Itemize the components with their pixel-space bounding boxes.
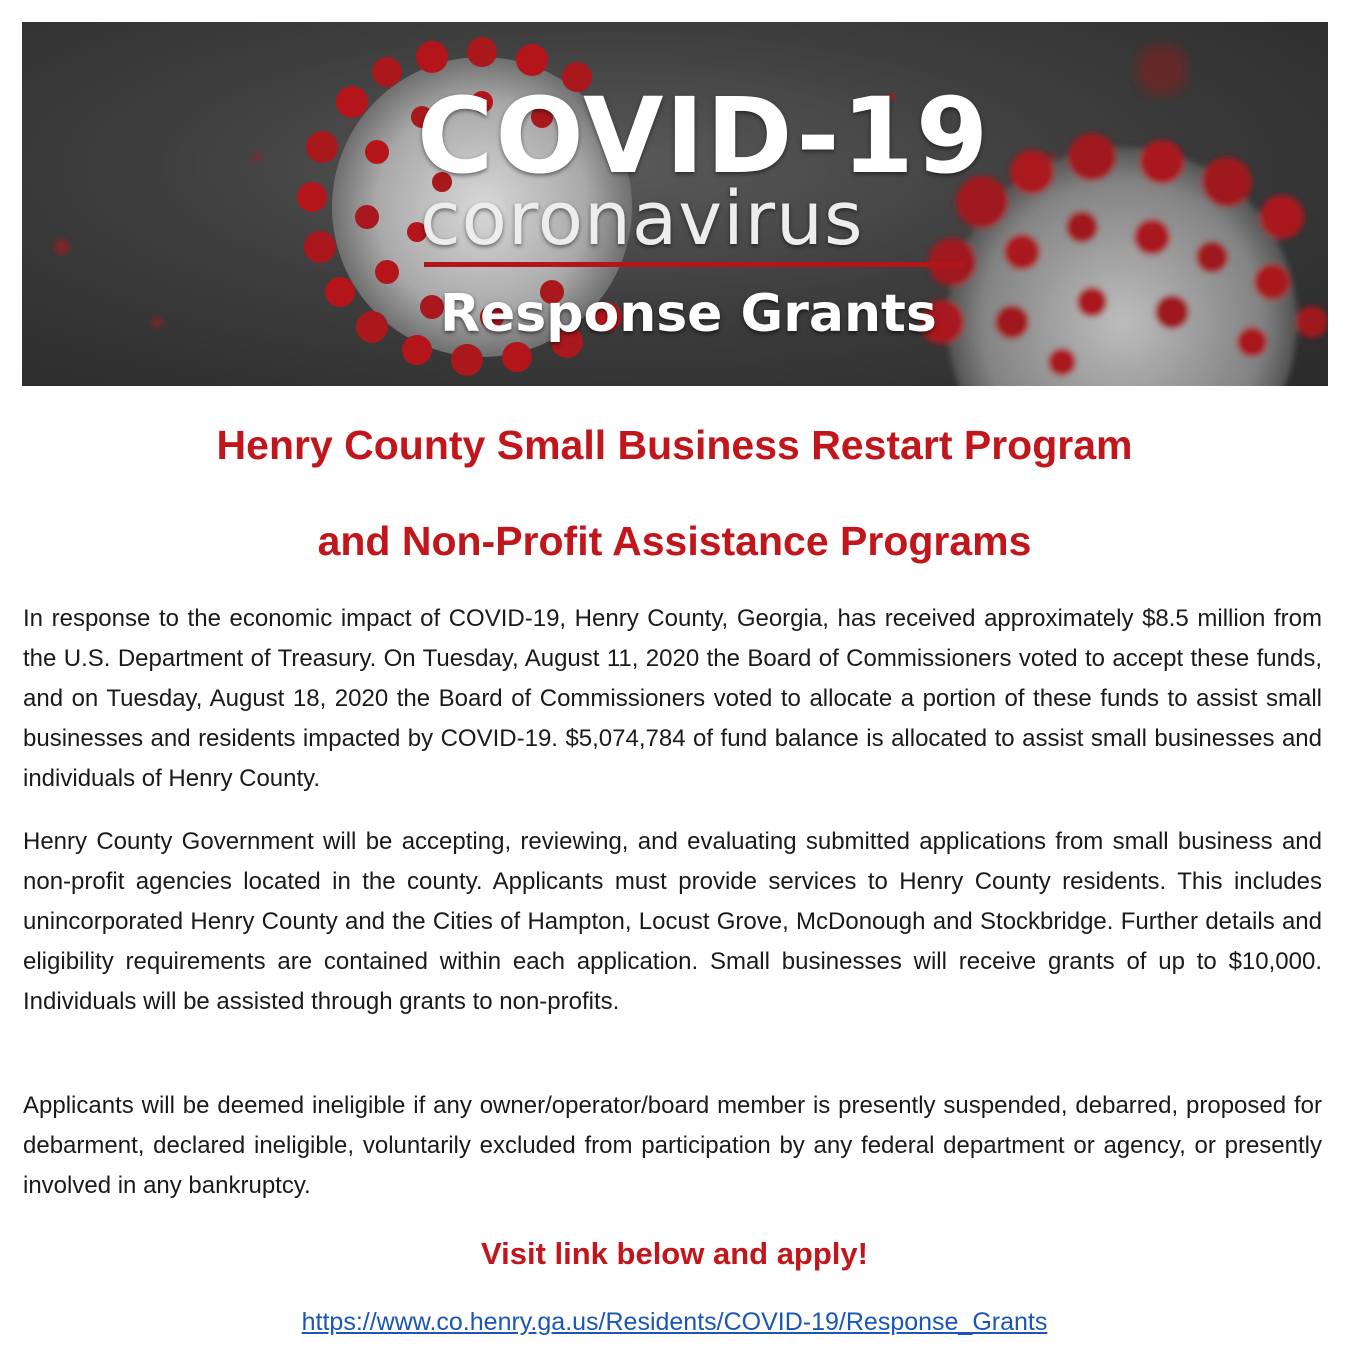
paragraph-funding: In response to the economic impact of COVID-19, Henry County, Georgia, has received approximately $8.5 million from the U.S. Department of Treasury. On Tuesday, August 11, 2020 the Board of Commissioners voted to accept these funds, and on Tuesday, August 18, 2020 the Board of Commissioners voted to allocate a portion of these funds to assist small businesses and residents impacted by COVID-19. $5,074,784 of fund balance is allocated to assist small businesses and individuals of Henry County. xyxy=(23,605,1322,792)
banner-grants-label: Response Grants xyxy=(440,284,937,344)
banner-subtitle: coronavirus xyxy=(420,176,864,262)
link-container xyxy=(0,1302,1349,1342)
apply-link[interactable]: https://www.co.henry.ga.us/Residents/COVID-19/Response_Grants xyxy=(301,1308,1048,1336)
covid-banner-image xyxy=(22,22,1328,386)
call-to-action: Visit link below and apply! xyxy=(480,1236,868,1271)
banner-divider xyxy=(424,262,964,267)
program-heading-line1: Henry County Small Business Restart Program xyxy=(216,422,1133,468)
banner-text-layer xyxy=(22,22,1328,386)
program-heading-line2: and Non-Profit Assistance Programs xyxy=(317,518,1032,564)
paragraph-eligibility: Applicants will be deemed ineligible if any owner/operator/board member is presently suspended, debarred, proposed for debarment, declared ineligible, voluntarily excluded from participation by any federal department or agency, or presently involved in any bankruptcy. xyxy=(23,1092,1322,1199)
banner-title: COVID-19 xyxy=(417,75,991,197)
paragraph-applications: Henry County Government will be accepting, reviewing, and evaluating submitted applications from small business and non-profit agencies located in the county. Applicants must provide services to Henry County residents. This includes unincorporated Henry County and the Cities of Hampton, Locust Grove, McDonough and Stockbridge. Further details and eligibility requirements are contained within each application. Small businesses will receive grants of up to $10,000. Individuals will be assisted through grants to non-profits. xyxy=(23,828,1322,1015)
